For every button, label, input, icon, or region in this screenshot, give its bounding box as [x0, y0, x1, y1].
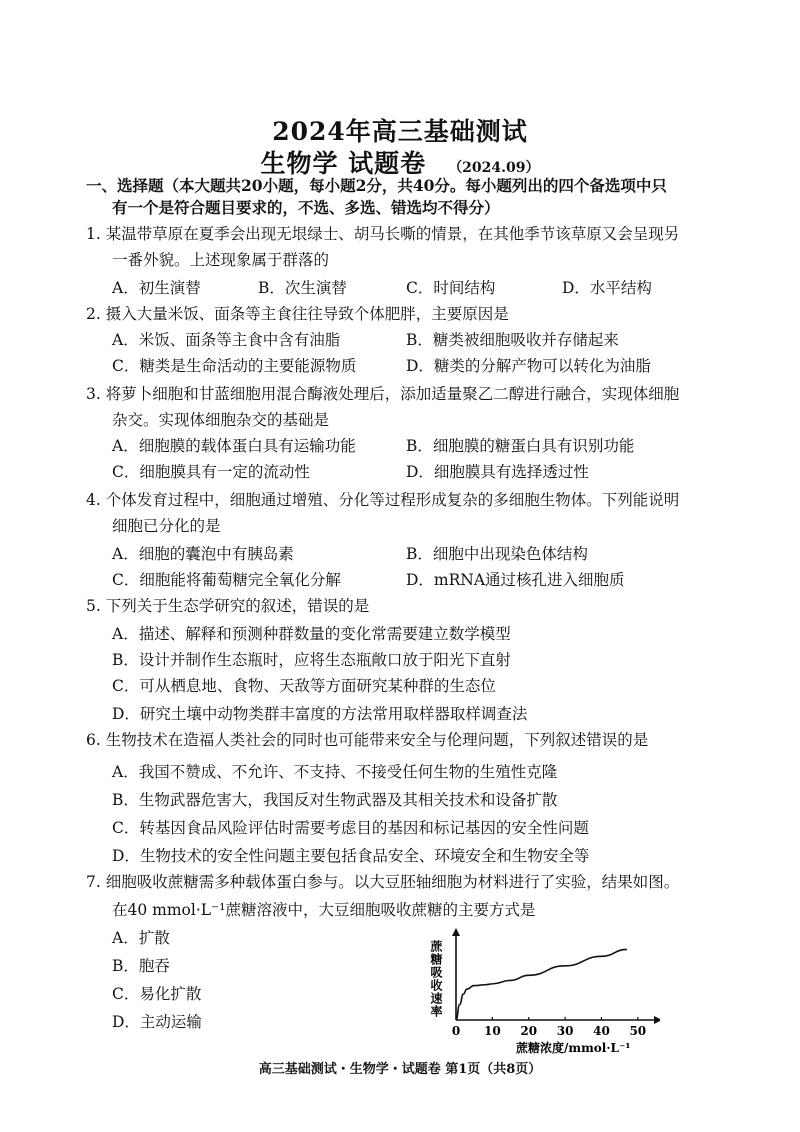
q4-stem-line1: 4. 个体发育过程中，细胞通过增殖、分化等过程形成复杂的多细胞生物体。下列能说明 — [86, 491, 680, 509]
q7-option-d: D．主动运输 — [112, 1013, 202, 1031]
chart-y-axis-label: 蔗糖吸收速率 — [429, 940, 443, 1018]
q1-option-a: A．初生演替 — [112, 279, 201, 297]
chart-x-tick-label: 50 — [629, 1024, 647, 1038]
q5-option-b: B．设计并制作生态瓶时，应将生态瓶敞口放于阳光下直射 — [112, 651, 511, 669]
q7-stem-line1: 7. 细胞吸收蔗糖需多种载体蛋白参与。以大豆胚轴细胞为材料进行了实验，结果如图。 — [86, 873, 680, 891]
q7-option-a: A．扩散 — [112, 929, 170, 947]
q3-stem-line2: 杂交。实现体细胞杂交的基础是 — [112, 411, 330, 429]
chart-x-tick-label: 10 — [484, 1024, 501, 1038]
q1-stem-line1: 1. 某温带草原在夏季会出现无垠绿士、胡马长嘶的情景，在其他季节该草原又会呈现另 — [86, 225, 680, 243]
page-footer: 高三基础测试・生物学・试题卷 第1页（共8页） — [258, 1062, 542, 1077]
q6-option-a: A．我国不赞成、不允许、不支持、不接受任何生物的生殖性克隆 — [112, 763, 558, 781]
chart-axes — [452, 928, 660, 1024]
q2-option-a: A．米饭、面条等主食中含有油脂 — [112, 331, 341, 349]
q7-option-b: B．胞吞 — [112, 957, 170, 975]
q5-stem-line1: 5. 下列关于生态学研究的叙述，错误的是 — [86, 597, 370, 615]
exam-subtitle: 生物学 试题卷 — [260, 149, 427, 178]
q2-stem-line1: 2. 摄入大量米饭、面条等主食往往导致个体肥胖，主要原因是 — [86, 305, 509, 323]
q6-stem-line1: 6. 生物技术在造福人类社会的同时也可能带来安全与伦理问题，下列叙述错误的是 — [86, 731, 649, 749]
q2-option-b: B．糖类被细胞吸收并存储起来 — [406, 331, 619, 349]
chart-x-tick-label: 40 — [593, 1024, 610, 1038]
q6-option-d: D．生物技术的安全性问题主要包括食品安全、环境安全和生物安全等 — [112, 847, 590, 865]
q3-stem-line1: 3. 将萝卜细胞和甘蓝细胞用混合酶液处理后，添加适量聚乙二醇进行融合，实现体细胞 — [86, 385, 680, 403]
q6-option-b: B．生物武器危害大，我国反对生物武器及其相关技术和设备扩散 — [112, 791, 558, 809]
q2-option-d: D．糖类的分解产物可以转化为油脂 — [406, 357, 651, 375]
q7-stem-line2: 在40 mmol·L⁻¹蔗糖溶液中，大豆细胞吸收蔗糖的主要方式是 — [112, 901, 536, 919]
q4-option-b: B．细胞中出现染色体结构 — [406, 545, 588, 563]
chart-x-tick-label: 20 — [520, 1024, 538, 1038]
chart-x-tick-label: 30 — [556, 1024, 574, 1038]
chart-series — [456, 949, 627, 1020]
q3-option-a: A．细胞膜的载体蛋白具有运输功能 — [112, 437, 356, 455]
q3-option-c: C．细胞膜具有一定的流动性 — [112, 463, 310, 481]
q4-option-d: D．mRNA通过核孔进入细胞质 — [406, 571, 625, 589]
q1-option-b: B．次生演替 — [258, 279, 347, 297]
q1-stem-line2: 一番外貌。上述现象属于群落的 — [112, 251, 330, 269]
chart-x-axis-label: 蔗糖浓度/mmol·L⁻¹ — [516, 1041, 631, 1055]
section-heading-line2: 有一个是符合题目要求的，不选、多选、错选均不得分） — [112, 198, 500, 217]
q4-stem-line2: 细胞已分化的是 — [112, 517, 221, 535]
q5-option-c: C．可从栖息地、食物、天敌等方面研究某种群的生态位 — [112, 677, 496, 695]
q1-option-d: D．水平结构 — [562, 279, 652, 297]
chart-series-line — [456, 949, 627, 1020]
q4-option-a: A．细胞的囊泡中有胰岛素 — [112, 545, 294, 563]
q6-option-c: C．转基因食品风险评估时需要考虑目的基因和标记基因的安全性问题 — [112, 819, 589, 837]
q3-option-d: D．细胞膜具有选择透过性 — [406, 463, 589, 481]
q4-option-c: C．细胞能将葡萄糖完全氧化分解 — [112, 571, 341, 589]
chart-x-tick-label: 0 — [451, 1024, 461, 1038]
q5-option-d: D．研究土壤中动物类群丰富度的方法常用取样器取样调查法 — [112, 705, 528, 723]
section-heading-line1: 一、选择题（本大题共20小题，每小题2分，共40分。每小题列出的四个备选项中只 — [86, 176, 667, 195]
chart-x-axis-arrow — [654, 1016, 660, 1024]
sucrose-absorption-chart — [420, 928, 660, 1058]
exam-subtitle-row — [0, 144, 800, 180]
exam-title: 2024年高三基础测试 — [272, 117, 528, 146]
q2-option-c: C．糖类是生命活动的主要能源物质 — [112, 357, 357, 375]
q7-option-c: C．易化扩散 — [112, 985, 202, 1003]
chart-y-axis-arrow — [452, 928, 460, 936]
q3-option-b: B．细胞膜的糖蛋白具有识别功能 — [406, 437, 635, 455]
q1-option-c: C．时间结构 — [406, 279, 496, 297]
exam-date: （2024.09） — [448, 160, 540, 176]
q5-option-a: A．描述、解释和预测种群数量的变化常需要建立数学模型 — [112, 625, 511, 643]
